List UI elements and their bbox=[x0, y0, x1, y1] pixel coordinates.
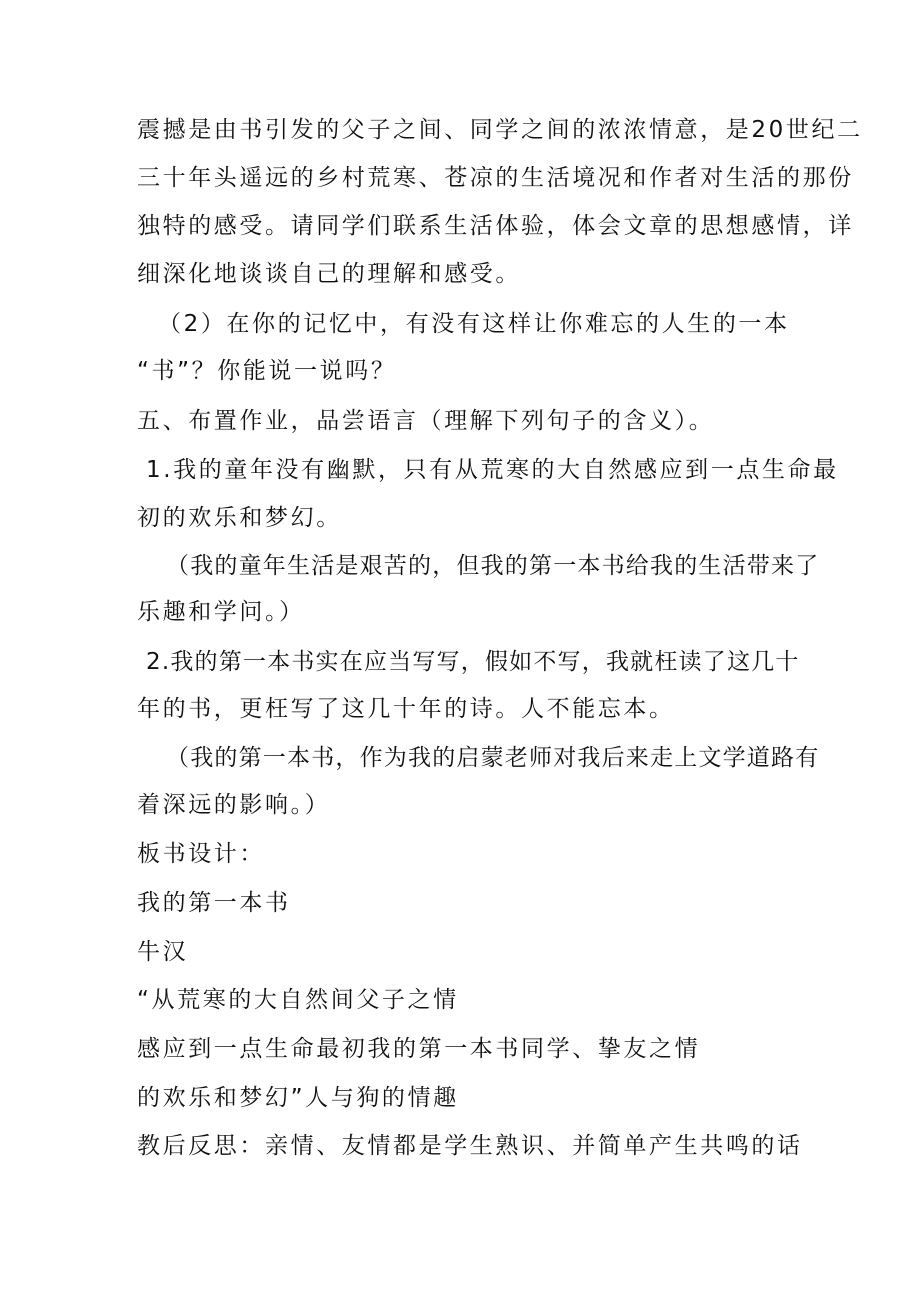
reflection-line: 教后反思：亲情、友情都是学生熟识、并简单产生共鸣的话 bbox=[137, 1133, 803, 1159]
board-line: “从荒寒的大自然间父子之情 bbox=[137, 987, 459, 1013]
sentence-2-line: 年的书，更枉写了这几十年的诗。人不能忘本。 bbox=[137, 696, 675, 722]
question-2-line: “书”？你能说一说吗？ bbox=[137, 358, 397, 384]
lesson-title: 我的第一本书 bbox=[137, 890, 291, 916]
answer-1-line: 乐趣和学问。） bbox=[137, 599, 305, 625]
sentence-1-line: 初的欢乐和梦幻。 bbox=[137, 505, 342, 531]
paragraph-line: 细深化地谈谈自己的理解和感受。 bbox=[137, 261, 521, 287]
paragraph-line: 三十年头遥远的乡村荒寒、苍凉的生活境况和作者对生活的那份 bbox=[137, 165, 854, 191]
answer-2-line: 着深远的影响。） bbox=[137, 792, 331, 818]
paragraph-line: 震撼是由书引发的父子之间、同学之间的浓浓情意，是20世纪二 bbox=[137, 117, 863, 143]
answer-2-line: （我的第一本书，作为我的启蒙老师对我后来走上文学道路有 bbox=[166, 745, 820, 771]
sentence-2-line: 2.我的第一本书实在应当写写，假如不写，我就枉读了这几十 bbox=[146, 649, 800, 675]
paragraph-line: 独特的感受。请同学们联系生活体验，体会文章的思想感情，详 bbox=[137, 213, 854, 239]
section-heading: 五、布置作业，品尝语言（理解下列句子的含义）。 bbox=[137, 408, 715, 434]
sentence-1-line: 1.我的童年没有幽默，只有从荒寒的大自然感应到一点生命最 bbox=[146, 457, 839, 483]
blackboard-design-heading: 板书设计： bbox=[137, 841, 265, 867]
board-line: 感应到一点生命最初我的第一本书同学、挚友之情 bbox=[137, 1036, 701, 1062]
author-name: 牛汉 bbox=[137, 939, 189, 965]
answer-1-line: （我的童年生活是艰苦的，但我的第一本书给我的生活带来了 bbox=[166, 553, 820, 579]
board-line: 的欢乐和梦幻”人与狗的情趣 bbox=[137, 1085, 459, 1111]
question-2-line: （2）在你的记忆中，有没有这样让你难忘的人生的一本 bbox=[158, 311, 790, 337]
